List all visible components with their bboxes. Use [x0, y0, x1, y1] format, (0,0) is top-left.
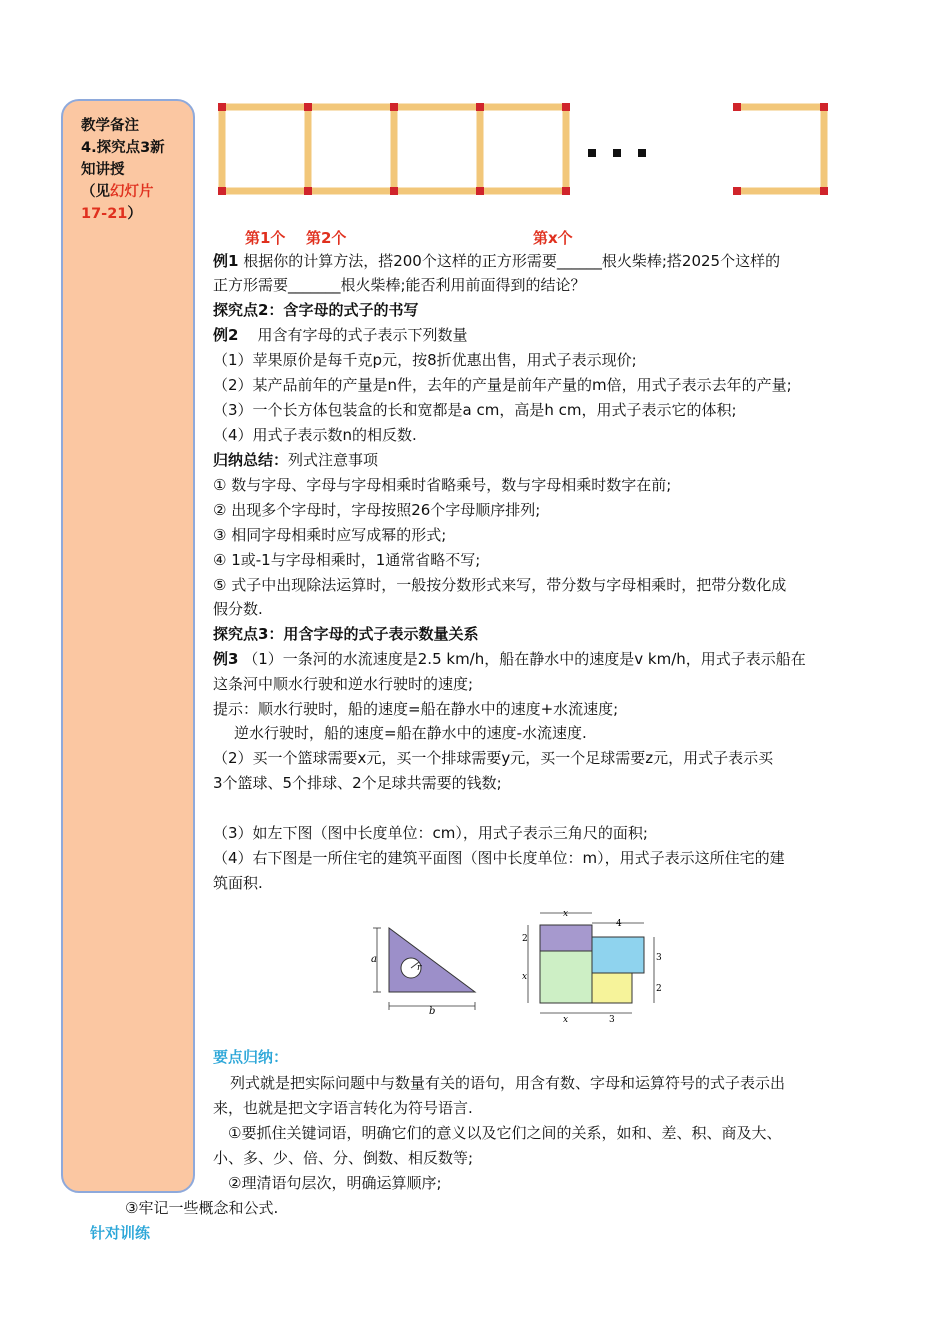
ref-close: ）: [127, 206, 142, 222]
summary-heading-line: [213, 449, 378, 471]
key-points-para1-line2: 来，也就是把文字语言转化为符号语言.: [213, 1099, 473, 1117]
key-points-p2: ②理清语句层次，明确运算顺序;: [228, 1174, 442, 1192]
triangle-radius-label: r: [417, 963, 422, 973]
summary-heading: 归纳总结：: [213, 451, 289, 469]
ellipsis-dot: [613, 149, 621, 157]
example1-tag: 例1: [213, 252, 239, 270]
example3-q1-line1: （1）一条河的水流速度是2.5 km/h，船在静水中的速度是v km/h，用式子表示船在: [243, 650, 806, 668]
triangle-height-label: a: [371, 954, 377, 965]
key-points-heading: 要点归纳：: [213, 1048, 289, 1066]
example2-item: （3）一个长方体包装盒的长和宽都是a cm，高是h cm，用式子表示它的体积;: [213, 401, 737, 419]
training-heading: 针对训练: [90, 1224, 151, 1242]
ellipsis-dot: [638, 149, 646, 157]
example1-line2: 正方形需要_______根火柴棒;能否利用前面得到的结论？: [213, 276, 586, 294]
sidebar-title: 教学备注: [81, 118, 139, 134]
example2-text: 用含有字母的式子表示下列数量: [257, 326, 468, 344]
summary-rule: ② 出现多个字母时，字母按照26个字母顺序排列;: [213, 501, 541, 519]
floor-three-bottom: 3: [609, 1015, 615, 1025]
sidebar-item-line1: 4.探究点3新: [81, 140, 165, 156]
example2-line: [213, 324, 468, 346]
slide-link[interactable]: 幻灯片: [110, 184, 154, 200]
slide-range: 17-21: [81, 206, 128, 222]
floor-two-right: 2: [656, 984, 662, 994]
key-points-p1-line2: 小、多、少、倍、分、倒数、相反数等;: [213, 1149, 474, 1167]
example3-line1: [213, 648, 806, 670]
point3-heading: 探究点3：用含字母的式子表示数量关系: [213, 625, 479, 643]
example3-q1-line2: 这条河中顺水行驶和逆水行驶时的速度;: [213, 675, 474, 693]
summary-rule: ④ 1或-1与字母相乘时，1通常省略不写;: [213, 551, 481, 569]
example3-hint2: 逆水行驶时，船的速度=船在静水中的速度-水流速度.: [234, 724, 587, 742]
floor-x-bottom: x: [563, 1015, 569, 1025]
floor-two-left: 2: [522, 934, 528, 944]
summary-heading-rest: 列式注意事项: [288, 451, 379, 469]
triangle-base-label: b: [429, 1006, 436, 1017]
example1-text1: 根据你的计算方法，搭200个这样的正方形需要______根火柴棒;搭2025个这样的: [243, 252, 781, 270]
example2-item: （2）某产品前年的产量是n件，去年的产量是前年产量的m倍，用式子表示去年的产量;: [213, 376, 792, 394]
ellipsis-dot: [588, 149, 596, 157]
example3-hint1: 提示：顺水行驶时，船的速度=船在静水中的速度+水流速度;: [213, 700, 619, 718]
floor-x-top: x: [563, 909, 569, 919]
sidebar-note: [81, 137, 189, 225]
example3-tag: 例3: [213, 650, 239, 668]
sidebar-slide-ref: [81, 181, 189, 203]
summary-rule: 假分数.: [213, 600, 263, 618]
example1-line1: [213, 250, 780, 272]
floor-x-left: x: [522, 972, 528, 982]
ref-open: （见: [81, 184, 110, 200]
floor-plan-figure: [518, 905, 668, 1025]
summary-rule: ⑤ 式子中出现除法运算时，一般按分数形式来写，带分数与字母相乘时，把带分数化成: [213, 576, 787, 594]
example3-q2-line2: 3个篮球、5个排球、2个足球共需要的钱数;: [213, 774, 502, 792]
floor-four: 4: [616, 919, 622, 929]
example2-tag: 例2: [213, 326, 239, 344]
teaching-notes-sidebar: [61, 99, 195, 1193]
floor-three-right: 3: [656, 953, 662, 963]
sidebar-slide-range: [81, 203, 189, 225]
triangle-ruler-figure: [365, 920, 485, 1020]
point2-heading: 探究点2：含字母的式子的书写: [213, 301, 419, 319]
example2-item: （4）用式子表示数n的相反数.: [213, 426, 417, 444]
example3-q3: （3）如左下图（图中长度单位：cm），用式子表示三角尺的面积;: [213, 824, 648, 842]
sidebar-item-line2: 知讲授: [81, 162, 125, 178]
example2-item: （1）苹果原价是每千克p元，按8折优惠出售，用式子表示现价;: [213, 351, 637, 369]
figure-label-x: 第x个: [533, 229, 573, 247]
key-points-para1-line1: 列式就是把实际问题中与数量有关的语句，用含有数、字母和运算符号的式子表示出: [230, 1074, 786, 1092]
example3-q4-line2: 筑面积.: [213, 874, 263, 892]
key-points-p3: ③牢记一些概念和公式.: [125, 1199, 279, 1217]
key-points-p1-line1: ①要抓住关键词语，明确它们的意义以及它们之间的关系，如和、差、积、商及大、: [228, 1124, 782, 1142]
figure-label-1: 第1个: [245, 229, 286, 247]
example3-q2-line1: （2）买一个篮球需要x元，买一个排球需要y元，买一个足球需要z元，用式子表示买: [213, 749, 774, 767]
figure-label-2: 第2个: [306, 229, 347, 247]
summary-rule: ③ 相同字母相乘时应写成幂的形式;: [213, 526, 447, 544]
summary-rule: ① 数与字母、字母与字母相乘时省略乘号，数与字母相乘时数字在前;: [213, 476, 672, 494]
example3-q4-line1: （4）右下图是一所住宅的建筑平面图（图中长度单位：m），用式子表示这所住宅的建: [213, 849, 785, 867]
matchstick-squares-figure: [210, 95, 850, 205]
